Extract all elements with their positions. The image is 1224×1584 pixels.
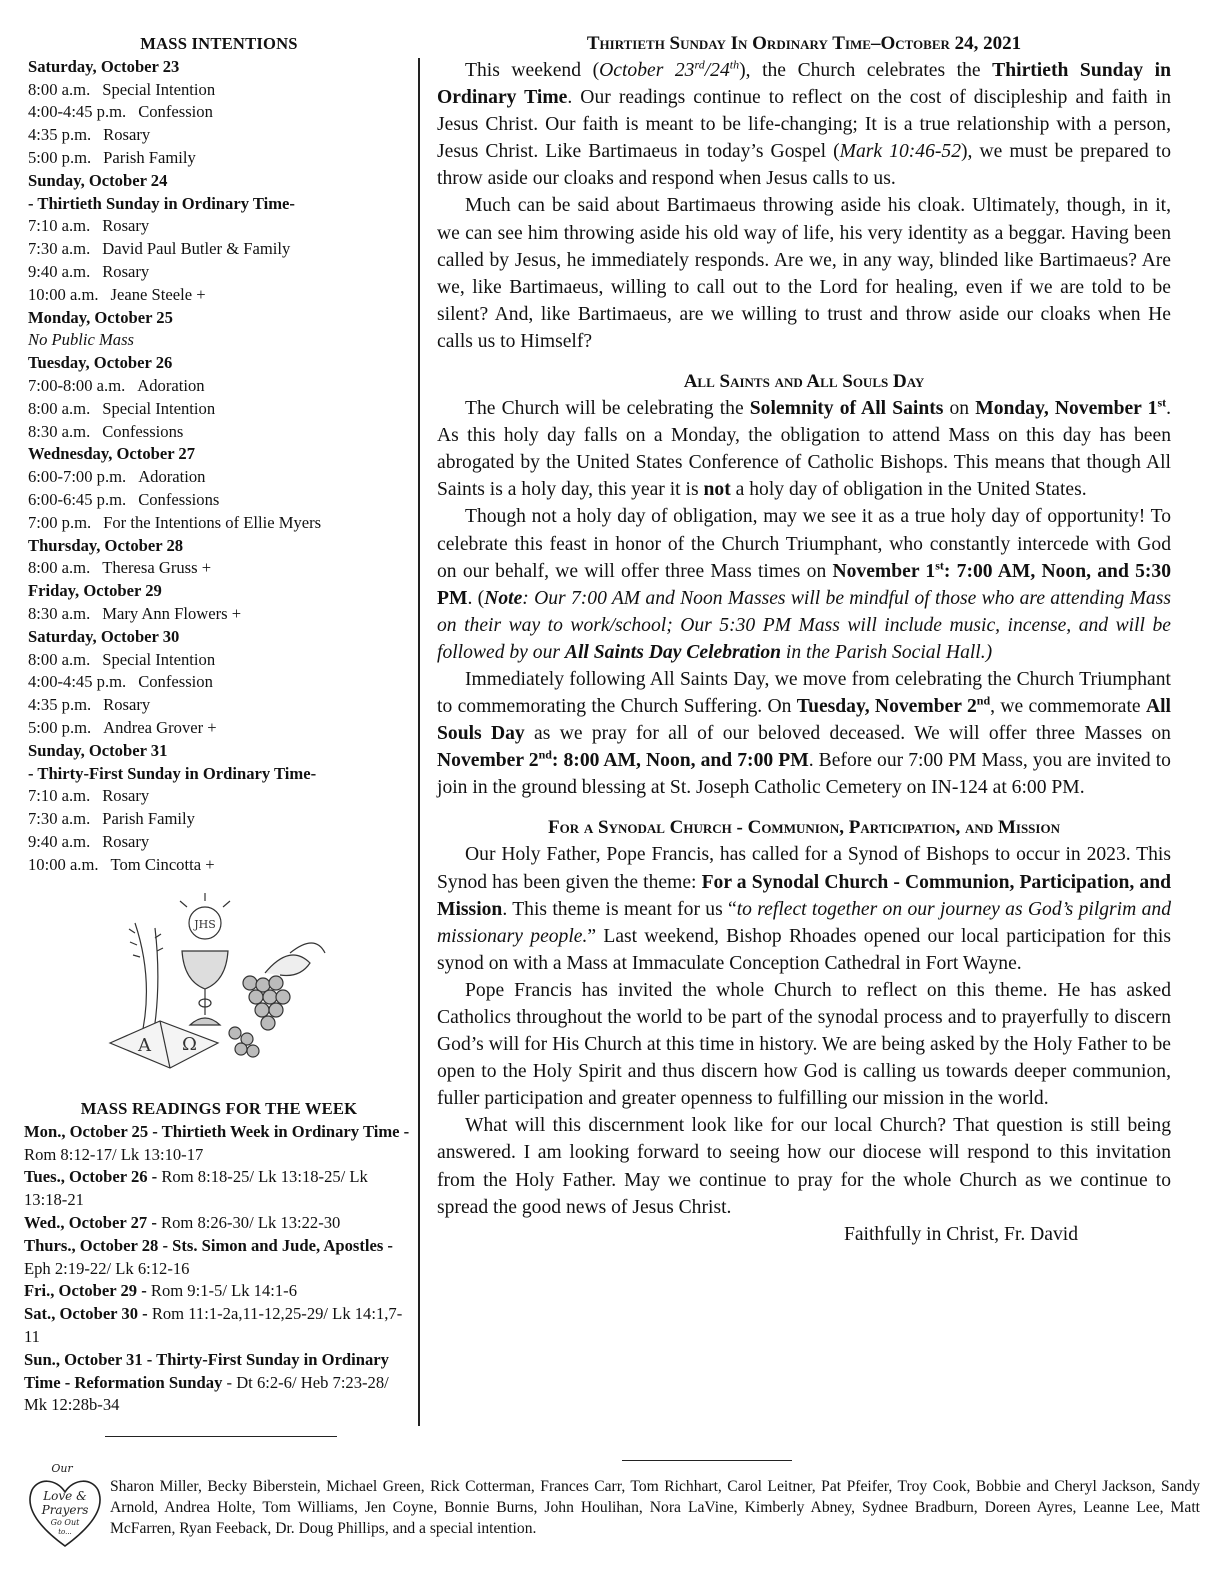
intention-text: Mary Ann Flowers +: [102, 603, 242, 623]
intention-day-subtitle: - Thirtieth Sunday in Ordinary Time-: [28, 193, 295, 213]
text-run: Monday, November 1: [975, 398, 1158, 420]
intention-text: Confessions: [138, 489, 220, 509]
text-run: . This theme is meant for us “: [502, 898, 737, 920]
intention-time: 10:00 a.m.: [28, 854, 99, 874]
synod-paragraph-1: [437, 841, 1171, 976]
mass-intentions: [28, 33, 410, 876]
intention-day-subtitle: - Thirty-First Sunday in Ordinary Time-: [28, 763, 317, 783]
bartimaeus-paragraph: Much can be said about Bartimaeus throwing aside his cloak. Ultimately, though, in it, we can see him throwing aside his old way of life, his very identity as a beggar. Having been called by Jesus, he immediately responds. Are we, in any way, blinded like Bartimaeus? Are we, like Bartimaeus, willing to call out to the Lord for healing, even if we are told to be silent? And, like Bartimaeus, are we willing to trust and throw aside our cloaks when He calls us to Himself?: [437, 195, 1171, 352]
text-run: Tuesday, November 2: [796, 696, 977, 718]
intention-entry: [28, 831, 410, 854]
intention-day: Wednesday, October 27: [28, 444, 196, 464]
chalice-cup-icon: [182, 951, 228, 989]
text-run: This weekend (: [465, 60, 600, 81]
text-run: Solemnity of All Saints: [749, 398, 944, 420]
text-run: ), the Church celebrates the: [739, 60, 993, 81]
text-run: October 23: [599, 60, 695, 81]
reading-label: Wed., October 27 -: [24, 1212, 157, 1232]
reading-label: Fri., October 29 -: [24, 1281, 147, 1301]
intention-text: Parish Family: [103, 147, 196, 167]
prayer-names: Sharon Miller, Becky Biberstein, Michael Green, Rick Cotterman, Frances Carr, Tom Richhart, Carol Leitner, Pat Pfeifer, Troy Cook, Bobbie and Cheryl Jackson, Sandy Arnold, Andrea Holte, Tom Williams, Jen Coyne, Bonnie Burns, John Houlihan, Nora LaVine, Kimberly Abney, Sydnee Bradburn, Doreen Ayres, Leanne Lee, Matt McFarren, Ryan Feeback, Dr. Doug Phillips, and a special intention.: [110, 1478, 1200, 1537]
text-run: Immediately following All Saints Day, we move from celebrating the Church Triumphant to commemorating the Church Suffering. On: [437, 668, 1171, 718]
intention-day: Sunday, October 31: [28, 740, 168, 760]
intention-day: Thursday, October 28: [28, 535, 184, 555]
intention-time: 8:30 a.m.: [28, 603, 91, 623]
text-run: on: [943, 398, 976, 420]
intention-note: No Public Mass: [28, 330, 135, 350]
reading-label: Sat., October 30 -: [24, 1304, 148, 1324]
intention-entry: [28, 147, 410, 170]
intention-entry: [28, 671, 410, 694]
intention-entry: [28, 261, 410, 284]
intention-text: Parish Family: [102, 809, 195, 829]
reading-label: Sun., October 31 - Thirty-First Sunday in Ordinary Time - Reformation Sunday: [24, 1349, 389, 1392]
text-run: . As this holy day falls on a Monday, the obligation to attend Mass on this day has been abrogated by the United States Conference of Catholic Bishops. This means that though All Saints is a holy day, this year it is: [437, 398, 1172, 501]
reading-item: [24, 1235, 414, 1281]
intention-entry: [28, 284, 410, 307]
intention-entry: [28, 375, 410, 398]
intention-time: 8:00 a.m.: [28, 79, 91, 99]
intention-entry: [28, 421, 410, 444]
intention-entry: [28, 238, 410, 261]
intention-entry: [28, 215, 410, 238]
synod-heading: For a Synodal Church - Communion, Participation, and Mission: [548, 817, 1060, 839]
host-label: JHS: [194, 918, 216, 931]
intention-text: Adoration: [138, 467, 206, 487]
intention-text: Rosary: [102, 831, 150, 851]
intention-text: David Paul Butler & Family: [102, 239, 291, 259]
text-run: All Saints Day Celebration: [564, 641, 782, 663]
omega-symbol: Ω: [182, 1034, 197, 1055]
intention-text: Special Intention: [102, 79, 216, 99]
text-run: a holy day of obligation in the United States.: [730, 479, 1087, 501]
all-saints-heading: All Saints and All Souls Day: [683, 371, 925, 393]
intention-text: Rosary: [102, 786, 150, 806]
signature-rule: [622, 1460, 792, 1461]
alpha-symbol: A: [138, 1035, 151, 1056]
intention-time: 5:00 p.m.: [28, 147, 92, 167]
all-saints-paragraph-1: [437, 395, 1171, 503]
intention-entry: [28, 785, 410, 808]
intention-time: 8:00 a.m.: [28, 649, 91, 669]
intention-time: 7:00 p.m.: [28, 512, 92, 532]
intentions-list: [28, 56, 410, 877]
text-run: th: [729, 57, 740, 72]
intention-entry: [28, 512, 410, 535]
text-run: st: [935, 558, 944, 573]
text-run: November 2: [437, 750, 539, 772]
intention-text: Rosary: [103, 695, 151, 715]
open-book-icon: [110, 1021, 218, 1068]
intention-time: 9:40 a.m.: [28, 831, 91, 851]
intention-text: Theresa Gruss +: [102, 558, 212, 578]
text-run: Note: [484, 587, 523, 609]
text-run: November 1: [832, 560, 936, 582]
text-run: as we pray for all of our beloved deceased. We will offer three Masses on: [524, 723, 1171, 745]
reading-item: [24, 1166, 414, 1212]
intention-time: 6:00-6:45 p.m.: [28, 489, 127, 509]
synod-paragraph-2: Pope Francis has invited the whole Church to reflect on this theme. He has asked Catholics throughout the world to be part of the synodal process and to prayerfully to discern God’s will for His Church at this time in history. We are being asked by the Holy Father to be open to the Holy Spirit and thus discern how God is calling us towards deeper communion, fuller participation and greater openness to fulfilling our mission in the world.: [437, 979, 1171, 1110]
intention-time: 8:00 a.m.: [28, 398, 91, 418]
text-run: Our Holy Father, Pope Francis, has called for a Synod of Bishops to occur in 2023. This Synod has been given the theme:: [437, 844, 1171, 893]
intention-text: Rosary: [102, 216, 150, 236]
text-run: rd: [694, 57, 705, 72]
text-run: : Our 7:00 AM and Noon Masses will be mindful of those who are attending Mass on their way to work/school; Our 5:30 PM Mass will include music, incense, and will be followed by our: [437, 587, 1171, 663]
main-article: [437, 30, 1171, 1248]
reading-refs: Rom 8:18-25/ Lk 13:18-25/ Lk 13:18-21: [24, 1167, 368, 1210]
text-run: in the Parish Social Hall.): [781, 641, 993, 663]
intention-time: 5:00 p.m.: [28, 717, 92, 737]
logo-text-prayers: Prayers: [41, 1503, 89, 1517]
grapes-icon: [229, 976, 290, 1057]
intention-time: 4:00-4:45 p.m.: [28, 102, 127, 122]
intention-text: Tom Cincotta +: [110, 854, 215, 874]
text-run: Thirtieth Sunday in Ordinary Time: [437, 60, 1171, 109]
prayer-list-footer: [24, 1462, 1200, 1562]
reading-label: Tues., October 26 -: [24, 1167, 158, 1187]
logo-text-to: to...: [58, 1528, 72, 1536]
intention-entry: [28, 79, 410, 102]
reading-label: Mon., October 25 - Thirtieth Week in Ordinary Time -: [24, 1121, 410, 1141]
intention-entry: [28, 717, 410, 740]
chalice-illustration: [100, 893, 330, 1073]
intention-day: Tuesday, October 26: [28, 353, 173, 373]
left-rule: [105, 1436, 337, 1437]
intention-time: 7:30 a.m.: [28, 239, 91, 259]
reading-refs: - Dt 6:2-6/ Heb 7:23-28/ Mk 12:28b-34: [24, 1372, 389, 1415]
intention-text: Confession: [138, 672, 213, 692]
reading-item: [24, 1212, 414, 1235]
text-run: st: [1157, 395, 1167, 410]
reading-item: [24, 1303, 414, 1349]
text-run: . Before our 7:00 PM Mass, you are invited to join in the ground blessing at St. Joseph Catholic Cemetery on IN-124 at 6:00 PM.: [437, 750, 1171, 799]
reading-refs: Rom 11:1-2a,11-12,25-29/ Lk 14:1,7-11: [24, 1304, 403, 1346]
intention-day: Monday, October 25: [28, 307, 173, 327]
intention-day: Saturday, October 23: [28, 56, 180, 76]
text-run: ” Last weekend, Bishop Rhoades opened our local participation for this synod on with a Mass at Immaculate Conception Cathedral in Fort Wayne.: [437, 925, 1172, 974]
intention-entry: [28, 466, 410, 489]
intention-text: Rosary: [102, 261, 150, 281]
mass-intentions-heading: MASS INTENTIONS: [140, 34, 298, 53]
text-run: not: [703, 479, 731, 501]
text-run: : 8:00 AM, Noon, and 7:00 PM: [551, 750, 809, 772]
all-saints-paragraph-2: [437, 503, 1171, 666]
text-run: nd: [538, 747, 552, 762]
readings-heading: MASS READINGS FOR THE WEEK: [80, 1099, 358, 1118]
text-run: : 7:00 AM, Noon, and 5:30 PM: [437, 560, 1171, 609]
synod-paragraph-3: What will this discernment look like for our local Church? That question is still being answered. I am looking forward to seeing how our diocese will respond to this invitation from the Holy Father. May we continue to pray for the whole Church as we continue to spread the good news of Jesus Christ.: [437, 1115, 1171, 1218]
text-run: The Church will be celebrating the: [465, 398, 750, 420]
intro-paragraph: [437, 57, 1171, 192]
reading-refs: Rom 9:1-5/ Lk 14:1-6: [146, 1281, 297, 1301]
text-run: to reflect together on our journey as God’s pilgrim and missionary people.: [437, 898, 1171, 947]
intention-time: 8:00 a.m.: [28, 558, 91, 578]
intention-time: 7:10 a.m.: [28, 216, 91, 236]
reading-item: [24, 1349, 414, 1417]
text-run: /24: [704, 60, 730, 81]
column-divider: [418, 58, 420, 1426]
reading-refs: Rom 8:12-17/ Lk 13:10-17: [24, 1144, 204, 1164]
logo-text-love: Love &: [43, 1489, 87, 1503]
intention-time: 4:00-4:45 p.m.: [28, 672, 127, 692]
intention-text: Confessions: [102, 421, 184, 441]
intention-entry: [28, 101, 410, 124]
intention-time: 6:00-7:00 p.m.: [28, 467, 127, 487]
reading-label: Thurs., October 28 - Sts. Simon and Jude, Apostles -: [24, 1235, 393, 1255]
intention-time: 7:30 a.m.: [28, 809, 91, 829]
reading-item: [24, 1280, 414, 1303]
intention-day: Saturday, October 30: [28, 626, 180, 646]
text-run: nd: [976, 693, 991, 708]
intention-entry: [28, 854, 410, 877]
intention-text: Jeane Steele +: [110, 284, 206, 304]
page-title: Thirtieth Sunday In Ordinary Time–October 24, 2021: [586, 33, 1022, 54]
intention-text: Special Intention: [102, 649, 216, 669]
intention-entry: [28, 694, 410, 717]
intention-time: 7:00-8:00 a.m.: [28, 375, 126, 395]
text-run: For a Synodal Church - Communion, Participation, and Mission: [437, 871, 1171, 920]
heart-logo-icon: [24, 1462, 106, 1550]
text-run: Though not a holy day of obligation, may we see it as a true holy day of opportunity! To celebrate this feast in honor of the Church Triumphant, who constantly intercede with God on our behalf, we will offer three Mass times on: [437, 506, 1171, 582]
intention-entry: [28, 124, 410, 147]
intention-entry: [28, 557, 410, 580]
reading-item: [24, 1121, 414, 1167]
logo-text-goout: Go Out: [50, 1518, 80, 1527]
intention-entry: [28, 603, 410, 626]
intention-time: 7:10 a.m.: [28, 786, 91, 806]
intention-text: For the Intentions of Ellie Myers: [103, 512, 322, 532]
intention-time: 4:35 p.m.: [28, 695, 92, 715]
intention-time: 8:30 a.m.: [28, 421, 91, 441]
signature: Faithfully in Christ, Fr. David: [843, 1223, 1078, 1245]
intention-entry: [28, 398, 410, 421]
text-run: All Souls Day: [437, 696, 1171, 745]
readings-list: [24, 1121, 414, 1417]
logo-text-our: Our: [51, 1462, 73, 1475]
reading-refs: Rom 8:26-30/ Lk 13:22-30: [156, 1212, 341, 1232]
intention-time: 10:00 a.m.: [28, 284, 99, 304]
intention-time: 9:40 a.m.: [28, 261, 91, 281]
intention-day: Sunday, October 24: [28, 170, 168, 190]
intention-entry: [28, 808, 410, 831]
intention-text: Andrea Grover +: [103, 717, 217, 737]
reading-refs: Eph 2:19-22/ Lk 6:12-16: [24, 1258, 190, 1278]
intention-entry: [28, 489, 410, 512]
text-run: Mark 10:46-52: [839, 141, 962, 163]
intention-text: Special Intention: [102, 398, 216, 418]
text-run: . (: [467, 587, 485, 609]
intention-day: Friday, October 29: [28, 581, 162, 601]
intention-entry: [28, 649, 410, 672]
mass-readings: [24, 1098, 414, 1417]
text-run: . Our readings continue to reflect on the cost of discipleship and faith in Jesus Christ. Our faith is meant to be life-changing; It is a true relationship with a person, Jesus Christ. Like Bartimaeus in today’s Gospel (: [437, 87, 1171, 163]
intention-text: Adoration: [137, 375, 205, 395]
text-run: ), we must be prepared to throw aside our cloaks and respond when Jesus calls to us.: [437, 141, 1171, 190]
intention-text: Rosary: [103, 125, 151, 145]
text-run: , we commemorate: [990, 696, 1146, 718]
all-souls-paragraph: [437, 666, 1171, 801]
intention-time: 4:35 p.m.: [28, 125, 92, 145]
intention-text: Confession: [138, 102, 213, 122]
